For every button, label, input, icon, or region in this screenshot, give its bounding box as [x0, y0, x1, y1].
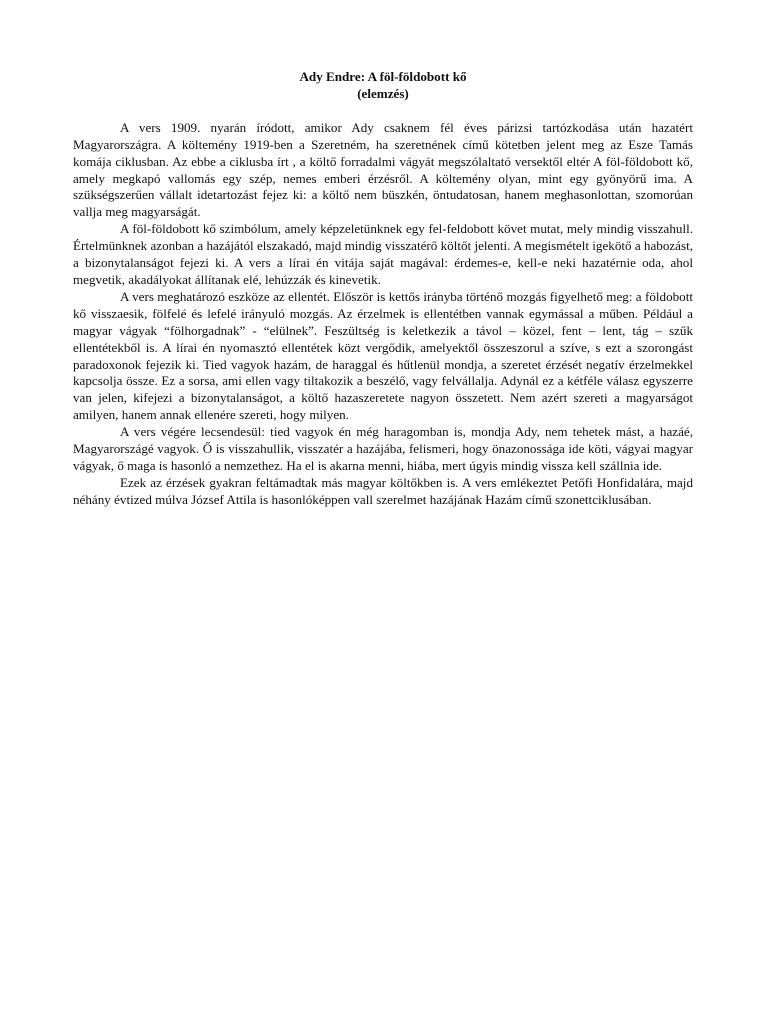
paragraph-5: Ezek az érzések gyakran feltámadtak más magyar költőkben is. A vers emlékeztet Petőfi Honfidalára, majd néhány évtized múlva József Attila is hasonlóképpen vall szerelmet hazájának Hazám című szonettciklusában.: [73, 474, 693, 507]
document-page: [73, 69, 693, 509]
document-title: Ady Endre: A föl-földobott kő: [299, 69, 467, 84]
paragraph-4: A vers végére lecsendesül: tied vagyok én még haragomban is, mondja Ady, nem tehetek mást, a hazáé, Magyarországé vagyok. Ő is visszahullik, visszatér a hazájába, felismeri, hogy önazonossága ide köti, vágyai magyar vágyak, ő maga is hasonló a nemzethez. Ha el is akarna menni, hiába, mert úgyis mindig vissza kell szállnia ide.: [73, 424, 693, 473]
paragraph-1: A vers 1909. nyarán íródott, amikor Ady csaknem fél éves párizsi tartózkodása után hazatért Magyarországra. A költemény 1919-ben a Szeretném, ha szeretnének című kötetben jelent meg az Esze Tamás komája ciklusban. Az ebbe a ciklusba írt , a költő forradalmi vágyát megszólaltató versektől eltér A föl-földobott kő, amely megkapó vallomás egy szép, nemes emberi érzésről. A költemény olyan, mint egy gyönyörű ima. A szükségszerűen vállalt idetartozást fejez ki: a költő nem büszkén, öntudatosan, hanem meghasonlottan, szomorúan vallja meg magyarságát.: [73, 119, 693, 220]
paragraph-3: A vers meghatározó eszköze az ellentét. Először is kettős irányba történő mozgás figyelhető meg: a földobott kő visszaesik, fölfelé és lefelé irányuló mozgás. Az érzelmek is ellentétben vannak egymással a műben. Például a magyar vágyak “fölhorgadnak” - “elülnek”. Feszültség is keletkezik a távol – közel, fent – lent, tág – szűk ellentétekből is. A lírai én nyomasztó ellentétek közt vergődik, amelyektől összeszorul a szíve, s ezt a szorongást paradoxonok fejezik ki. Tied vagyok hazám, de haraggal és hűtlenül mondja, a szeretet érzését negatív érzelmekkel kapcsolja össze. Ez a sorsa, ami ellen vagy tiltakozik a beszélő, vagy felvállalja. Adynál ez a kétféle válasz egyszerre van jelen, kifejezi a bizonytalanságot, a költő hazaszeretete nagyon összetett. Nem azért szereti a magyarságot amilyen, hanem annak ellenére szereti, hogy milyen.: [73, 288, 693, 423]
paragraph-2: A föl-földobott kő szimbólum, amely képzeletünknek egy fel-feldobott követ mutat, mely mindig visszahull. Értelmünknek azonban a hazájától elszakadó, majd mindig visszatérő költőt jelenti. A megismételt igekötő a habozást, a bizonytalanságot fejezi ki. A vers a lírai én vitája saját magával: érdemes-e, kell-e neki hazatérnie oda, ahol megvetik, akadályokat állítanak elé, lehúzzák és kinevetik.: [73, 221, 693, 287]
document-subtitle: (elemzés): [357, 85, 409, 101]
